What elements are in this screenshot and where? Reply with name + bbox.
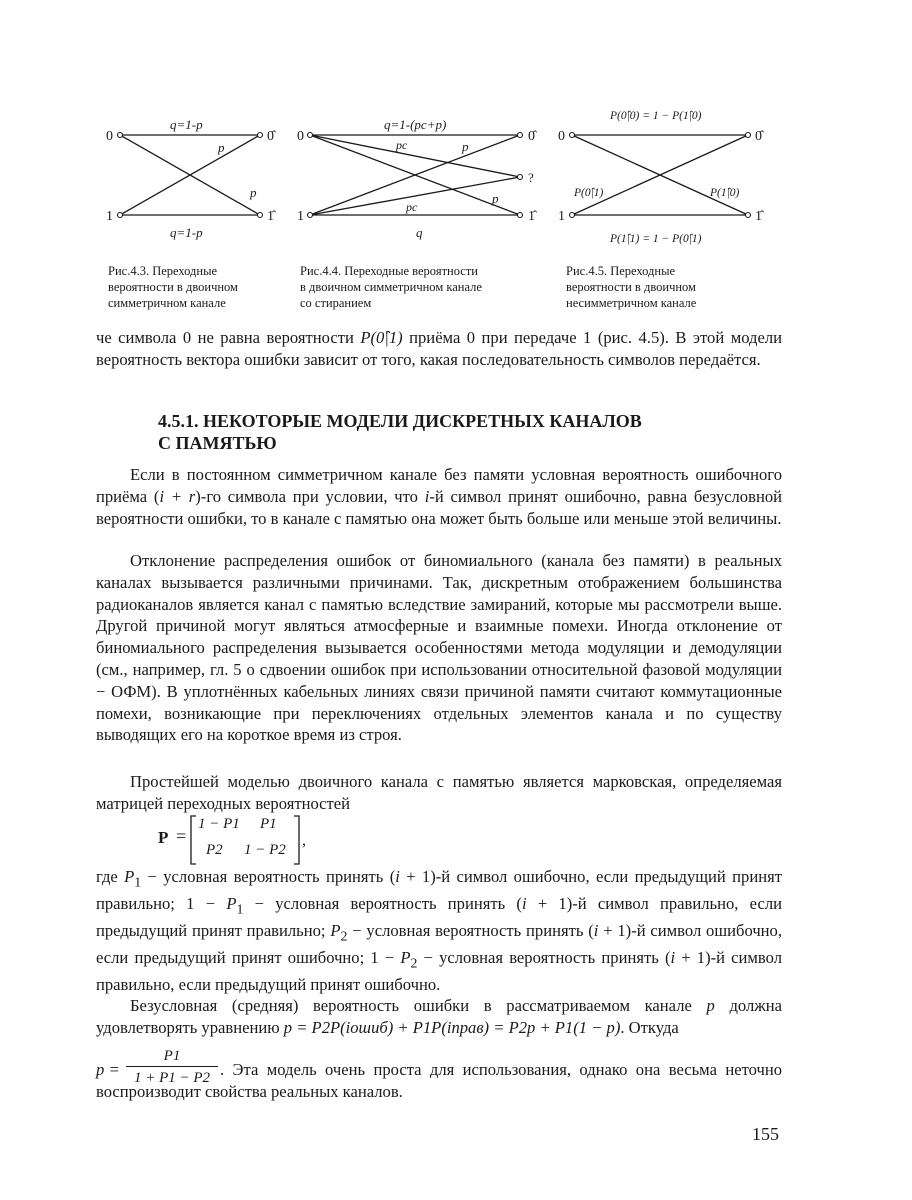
figure-4-3-diagram xyxy=(100,105,290,245)
output-erasure-label: ? xyxy=(528,170,534,185)
paragraph-3: Простейшей моделью двоичного канала с памятью является марковская, определяемая матрицей переходных вероятностей xyxy=(96,772,782,813)
paragraph-5: Безусловная (средняя) вероятность ошибки в рассматриваемом канале p должна удовлетворять уравнению p = P2P(iошиб) + P1P(iправ) = P2p + P1(1 − p). Откуда xyxy=(96,996,782,1037)
figure-4-4-diagram xyxy=(296,105,546,245)
input-1-label: 1 xyxy=(558,209,565,224)
erasure-label-top: pc xyxy=(396,138,408,152)
transition-label-bottom: q=1-p xyxy=(170,225,203,240)
transition-label-top: q=1-p xyxy=(170,117,203,132)
output-0-label: 0̂ xyxy=(755,129,762,144)
fraction-denominator: 1 + P1 − P2 xyxy=(133,1070,211,1086)
cross-label-b: p xyxy=(492,191,499,206)
paragraph-6: . Эта модель очень проста для использования, однако она весьма неточно воспроизводит свойства реальных каналов. xyxy=(96,1060,782,1101)
cross-label-a: p xyxy=(218,140,225,155)
matrix-symbol: P xyxy=(158,828,169,847)
input-1-label: 1 xyxy=(297,209,304,224)
transition-label-bottom: q xyxy=(416,225,423,240)
input-0-label: 0 xyxy=(297,129,304,144)
cross-label-a: p xyxy=(462,139,469,154)
output-1-label: 1̂ xyxy=(755,209,762,224)
fraction-lhs: p = xyxy=(96,1060,120,1079)
input-0-label: 0 xyxy=(106,129,113,144)
figure-4-4-caption: Рис.4.4. Переходные вероятности в двоичном симметричном канале со стиранием xyxy=(300,264,482,310)
paragraph-2: Отклонение распределения ошибок от биномиального (канала без памяти) в реальных каналах вызывается различными причинами. Так, дискретным отображением большинства радиоканалов является канал с памятью вследствие замираний, которые мы рассмотрели выше. Другой причиной могут являться атмосферные и взаимные помехи. Иногда отклонение от биномиального распределения вызывается особенностями метода модуляции и демодуляции (см., например, гл. 5 о сдвоении ошибок при использовании относительной фазовой модуляции − ОФМ). В уплотнённых кабельных линиях связи причиной памяти считают коммутационные помехи, возникающие при переключениях отдельных элементов канала и по существу выводящих его на короткое время из строя. xyxy=(96,551,782,745)
output-0-label: 0̂ xyxy=(528,129,535,144)
transition-label-top: P(0̂|0) = 1 − P(1̂|0) xyxy=(610,110,702,122)
intro-paragraph: че символа 0 не равна вероятности P(0̂|1) приёма 0 при передаче 1 (рис. 4.5). В этой модели вероятность вектора ошибки зависит от того, какая последовательность символов передаётся. xyxy=(96,328,782,369)
transition-matrix: P = 1 − P1 P1 P2 1 − P2 , xyxy=(156,814,316,866)
page-number: 155 xyxy=(752,1124,779,1144)
matrix-cell-r1c2: P1 xyxy=(260,816,277,832)
output-1-label: 1̂ xyxy=(528,209,535,224)
matrix-cell-r1c1: 1 − P1 xyxy=(198,816,240,832)
matrix-cell-r2c2: 1 − P2 xyxy=(244,842,286,858)
cross-label-b: p xyxy=(250,185,257,200)
figure-4-3-caption: Рис.4.3. Переходные вероятности в двоичном симметричном канале xyxy=(108,264,238,310)
inline-formula: P(0̂|1) xyxy=(360,328,403,347)
fraction-numerator: P1 xyxy=(126,1046,218,1067)
input-1-label: 1 xyxy=(106,209,113,224)
erasure-label-bottom: pc xyxy=(406,200,418,214)
figure-4-5-caption: Рис.4.5. Переходные вероятности в двоичном несимметричном канале xyxy=(566,264,697,310)
output-1-label: 1̂ xyxy=(267,209,274,224)
section-heading: 4.5.1. НЕКОТОРЫЕ МОДЕЛИ ДИСКРЕТНЫХ КАНАЛОВ С ПАМЯТЬЮ xyxy=(158,411,642,453)
cross-label-a: P(0̂|1) xyxy=(574,187,604,199)
error-probability-equation: p = P2P(iошиб) + P1P(iправ) = P2p + P1(1 − p) xyxy=(283,1017,621,1037)
cross-label-b: P(1̂|0) xyxy=(710,187,740,199)
matrix-cell-r2c1: P2 xyxy=(206,842,223,858)
transition-label-bottom: P(1̂|1) = 1 − P(0̂|1) xyxy=(610,233,702,245)
figure-4-5-diagram xyxy=(552,105,782,255)
paragraph-1: Если в постоянном симметричном канале без памяти условная вероятность ошибочного приёма (i + r)-го символа при условии, что i-й символ принят ошибочно, равна безусловной вероятности ошибки, то в канале с памятью она может быть больше или меньше этой величины. xyxy=(96,465,783,528)
transition-label-top: q=1-(pc+p) xyxy=(384,117,447,132)
paragraph-4: где $P_1$ − условная вероятность принять (i + 1)-й символ ошибочно, если предыдущий принят правильно; $1 - P_1$ − условная вероятность принять (i + 1)-й символ правильно, если предыдущий принят правильно; $P_2$ − условная вероятность принять (i + 1)-й символ ошибочно, если предыдущий принят ошибочно; $1 - P_2$ − условная вероятность принять (i + 1)-й символ правильно, если предыдущий принят ошибочно. xyxy=(96,867,783,995)
input-0-label: 0 xyxy=(558,129,565,144)
output-0-label: 0̂ xyxy=(267,129,274,144)
